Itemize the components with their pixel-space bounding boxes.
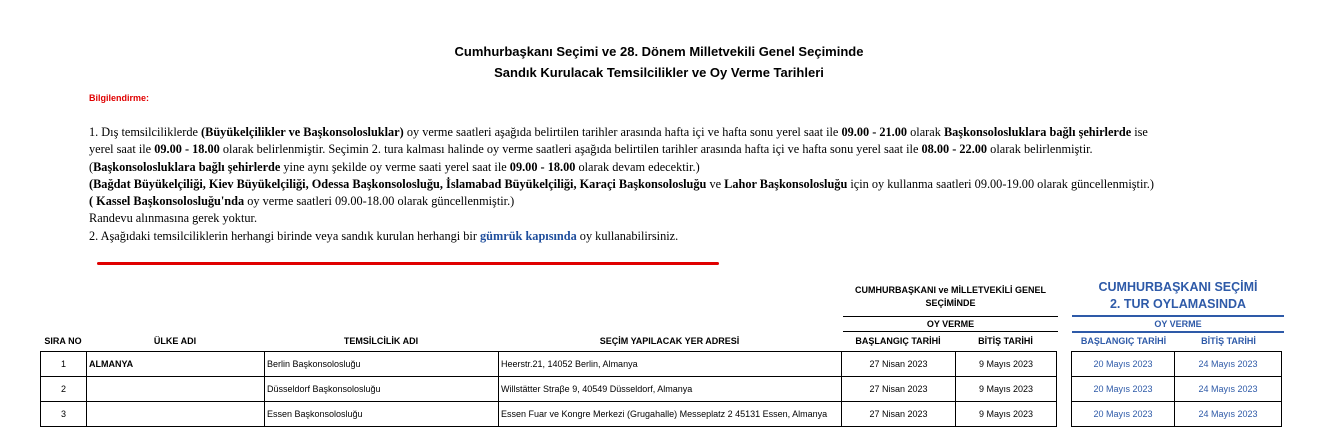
note-paragraph-2: (Bağdat Büyükelçiliği, Kiev Büyükelçiliği, Odessa Başkonsolosluğu, İslamabad Büyükelçiliği, Karaçi Başkonsolosluğu ve Lahor Başkonsolosluğu için oy kullanma saatleri 09.00-19.00 olarak güncellenmiştir.) [89, 176, 1154, 191]
info-label: Bilgilendirme: [89, 93, 150, 103]
first-round-title: CUMHURBAŞKANI ve MİLLETVEKİLİ GENEL SEÇİMİNDE [854, 285, 1046, 308]
table-row: 2 Düsseldorf Başkonsolosluğu Willstätter Straβe 9, 40549 Düsseldorf, Almanya 27 Nisan 2023 9 Mayıs 2023 20 Mayıs 2023 24 Mayıs 2023 [41, 377, 1282, 402]
second-round-title: CUMHURBAŞKANI SEÇİMİ 2. TUR OYLAMASINDA [1098, 280, 1258, 311]
col-baslangic-1: BAŞLANGIÇ TARİHİ [855, 336, 941, 346]
note-paragraph-4: Randevu alınmasına gerek yoktur. [89, 211, 258, 226]
col-baslangic-2: BAŞLANGIÇ TARİHİ [1080, 336, 1167, 346]
table-row: 1 ALMANYA Berlin Başkonsolosluğu Heerstr.21, 14052 Berlin, Almanya 27 Nisan 2023 9 Mayıs 2023 20 Mayıs 2023 24 Mayıs 2023 [41, 352, 1282, 377]
divider [843, 316, 1058, 317]
col-adres: SEÇİM YAPILACAK YER ADRESİ [599, 336, 740, 346]
col-bitis-2: BİTİŞ TARİHİ [1201, 336, 1256, 346]
col-temsilcilik-adi: TEMSİLCİLİK ADI [343, 336, 419, 346]
customs-gate-highlight: gümrük kapısında [480, 228, 577, 243]
page-title-line2: Sandık Kurulacak Temsilcilikler ve Oy Verme Tarihleri [494, 65, 824, 80]
divider [1072, 315, 1284, 317]
red-underline [97, 262, 719, 265]
oy-verme-label-2: OY VERME [1154, 319, 1202, 329]
table-row: 3 Essen Başkonsolosluğu Essen Fuar ve Kongre Merkezi (Grugahalle) Messeplatz 2 45131 Essen, Almanya 27 Nisan 2023 9 Mayıs 2023 20 Mayıs 2023 24 Mayıs 2023 [41, 402, 1282, 427]
page-title-line1: Cumhurbaşkanı Seçimi ve 28. Dönem Milletvekili Genel Seçiminde [454, 44, 864, 59]
divider [843, 331, 1058, 332]
note-paragraph-5: 2. Aşağıdaki temsilciliklerin herhangi birinde veya sandık kurulan herhangi bir gümrük kapısında oy kullanabilirsiniz. [89, 228, 679, 243]
divider [1072, 331, 1284, 333]
oy-verme-label-1: OY VERME [926, 319, 975, 329]
representations-table [40, 351, 1282, 427]
col-sira-no: SIRA NO [44, 336, 82, 346]
note-paragraph-3: ( Kassel Başkonsolosluğu'nda oy verme saatleri 09.00-18.00 olarak güncellenmiştir.) [89, 194, 515, 209]
note-paragraph-1: 1. Dış temsilciliklerde (Büyükelçilikler ve Başkonsolosluklar) oy verme saatleri aşağıda belirtilen tarihler arasında hafta içi ve hafta sonu yerel saat ile 09.00 - 21.00 olarak Başkonsolosluklara bağlı şehirlerde ise yerel saat ile 09.00 - 18.00 olarak belirlenmiştir. Seçimin 2. tura kalması halinde oy verme saatleri aşağıda belirtilen tarihler arasında hafta içi ve hafta sonu yerel saat ile 08.00 - 22.00 olarak belirlenmiştir. (Başkonsolosluklara bağlı şehirlerde yine aynı şekilde oy verme saati yerel saat ile 09.00 - 18.00 olarak devam edecektir.) [89, 125, 1148, 174]
col-bitis-1: BİTİŞ TARİHİ [978, 336, 1033, 346]
col-ulke-adi: ÜLKE ADI [153, 336, 197, 346]
notes-block [89, 124, 1169, 245]
